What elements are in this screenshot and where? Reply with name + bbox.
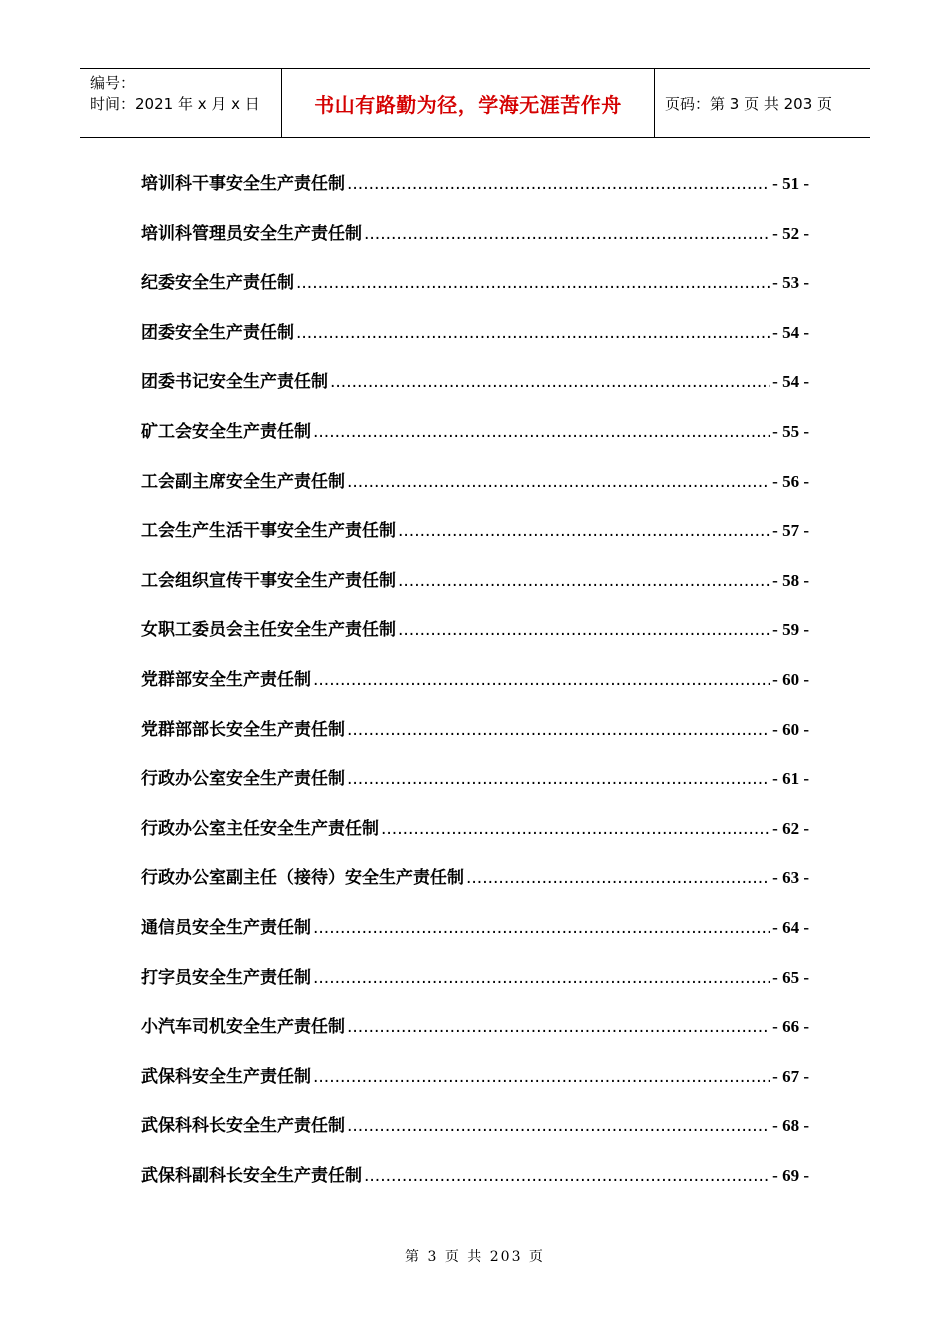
toc-dot-leader <box>313 422 770 442</box>
toc-entry[interactable] <box>141 318 809 368</box>
toc-entry[interactable] <box>141 963 809 1013</box>
toc-entry[interactable] <box>141 467 809 517</box>
toc-entry-page: - 60 - <box>772 719 809 739</box>
toc-entry-title: 通信员安全生产责任制 <box>141 917 311 938</box>
toc-entry[interactable] <box>141 1012 809 1062</box>
toc-entry[interactable] <box>141 516 809 566</box>
toc-entry[interactable] <box>141 219 809 269</box>
toc-dot-leader <box>466 868 770 888</box>
toc-entry-page: - 57 - <box>772 521 809 541</box>
toc-entry-page: - 68 - <box>772 1116 809 1136</box>
toc-entry-page: - 66 - <box>772 1017 809 1037</box>
toc-entry-title: 武保科安全生产责任制 <box>141 1066 311 1087</box>
toc-dot-leader <box>398 620 770 640</box>
toc-dot-leader <box>296 323 770 343</box>
toc-entry[interactable] <box>141 1161 809 1211</box>
toc-entry[interactable] <box>141 665 809 715</box>
header-motto-cell <box>282 69 655 137</box>
toc-entry-page: - 51 - <box>772 174 809 193</box>
toc-entry-title: 武保科副科长安全生产责任制 <box>141 1165 362 1186</box>
toc-entry[interactable] <box>141 863 809 913</box>
toc-entry-title: 行政办公室安全生产责任制 <box>141 769 345 790</box>
toc-dot-leader <box>313 1067 770 1087</box>
toc-entry-page: - 55 - <box>772 421 809 441</box>
toc-entry-title: 打字员安全生产责任制 <box>141 967 311 988</box>
header-motto: 书山有路勤为径，学海无涯苦作舟 <box>314 92 622 117</box>
toc-entry-title: 女职工委员会主任安全生产责任制 <box>141 620 396 641</box>
toc-entry-title: 武保科科长安全生产责任制 <box>141 1116 345 1137</box>
toc-dot-leader <box>347 174 770 194</box>
toc-entry[interactable] <box>141 764 809 814</box>
toc-dot-leader <box>330 372 770 392</box>
toc-dot-leader <box>381 819 770 839</box>
toc-entry-page: - 61 - <box>772 769 809 789</box>
header-meta <box>80 69 282 137</box>
toc-entry[interactable] <box>141 169 809 219</box>
toc-entry[interactable] <box>141 814 809 864</box>
toc-entry-page: - 56 - <box>772 471 809 491</box>
toc-entry-page: - 63 - <box>772 868 809 888</box>
document-date-label: 时间：2021 年 x 月 x 日 <box>90 95 260 113</box>
toc-dot-leader <box>364 224 770 244</box>
toc-entry-page: - 53 - <box>772 273 809 293</box>
toc-dot-leader <box>347 472 770 492</box>
toc-dot-leader <box>347 720 770 740</box>
toc-entry-page: - 65 - <box>772 967 809 987</box>
toc-entry[interactable] <box>141 615 809 665</box>
toc-dot-leader <box>347 1116 770 1136</box>
header-page-info-cell <box>655 69 870 137</box>
toc-entry-title: 党群部部长安全生产责任制 <box>141 719 345 740</box>
toc-dot-leader <box>296 273 770 293</box>
toc-entry-title: 矿工会安全生产责任制 <box>141 421 311 442</box>
toc-dot-leader <box>313 968 770 988</box>
toc-entry[interactable] <box>141 566 809 616</box>
toc-dot-leader <box>347 1017 770 1037</box>
toc-entry-title: 团委安全生产责任制 <box>141 322 294 343</box>
toc-entry[interactable] <box>141 367 809 417</box>
page-header <box>80 68 870 138</box>
toc-entry-page: - 62 - <box>772 818 809 838</box>
table-of-contents <box>141 169 809 1210</box>
toc-entry-title: 小汽车司机安全生产责任制 <box>141 1017 345 1038</box>
toc-entry-title: 纪委安全生产责任制 <box>141 273 294 294</box>
toc-entry-page: - 58 - <box>772 570 809 590</box>
toc-entry-title: 培训科管理员安全生产责任制 <box>141 223 362 244</box>
toc-dot-leader <box>313 670 770 690</box>
toc-entry-page: - 54 - <box>772 372 809 392</box>
toc-entry[interactable] <box>141 1062 809 1112</box>
toc-entry[interactable] <box>141 417 809 467</box>
toc-entry[interactable] <box>141 913 809 963</box>
page-footer: 第 3 页 共 203 页 <box>405 1249 545 1265</box>
toc-dot-leader <box>347 769 770 789</box>
toc-entry[interactable] <box>141 1111 809 1161</box>
toc-entry[interactable] <box>141 268 809 318</box>
toc-entry-title: 行政办公室副主任（接待）安全生产责任制 <box>141 868 464 889</box>
toc-dot-leader <box>398 521 770 541</box>
toc-entry-title: 党群部安全生产责任制 <box>141 669 311 690</box>
toc-dot-leader <box>313 918 770 938</box>
document-number-label: 编号： <box>90 74 136 92</box>
toc-entry-page: - 59 - <box>772 620 809 640</box>
toc-entry-title: 团委书记安全生产责任制 <box>141 372 328 393</box>
toc-entry-title: 工会生产生活干事安全生产责任制 <box>141 521 396 542</box>
toc-entry-title: 工会组织宣传干事安全生产责任制 <box>141 570 396 591</box>
toc-entry-title: 工会副主席安全生产责任制 <box>141 471 345 492</box>
toc-entry-title: 行政办公室主任安全生产责任制 <box>141 818 379 839</box>
toc-dot-leader <box>364 1166 770 1186</box>
toc-entry-page: - 69 - <box>772 1165 809 1185</box>
header-page-info: 页码：第 3 页 共 203 页 <box>665 94 833 113</box>
toc-entry-page: - 67 - <box>772 1066 809 1086</box>
toc-entry-page: - 52 - <box>772 223 809 243</box>
toc-entry[interactable] <box>141 715 809 765</box>
toc-dot-leader <box>398 571 770 591</box>
toc-entry-page: - 54 - <box>772 322 809 342</box>
toc-entry-title: 培训科干事安全生产责任制 <box>141 174 345 194</box>
toc-entry-page: - 64 - <box>772 917 809 937</box>
toc-entry-page: - 60 - <box>772 669 809 689</box>
